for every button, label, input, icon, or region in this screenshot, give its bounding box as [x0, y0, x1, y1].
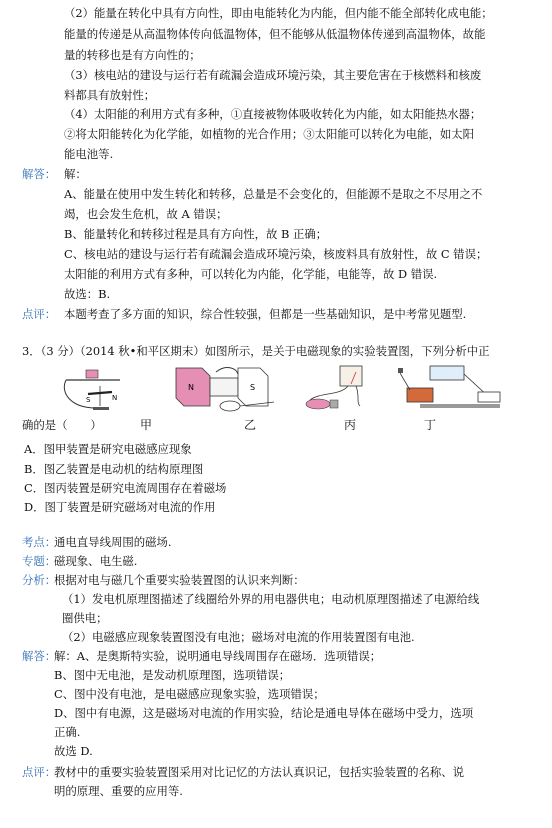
answer-line: 竭，也会发生危机，故 A 错误；: [64, 207, 228, 221]
answer-line: 解：: [64, 167, 87, 181]
fenxi-line: 根据对电与磁几个重要实验装置图的认识来判断：: [54, 573, 305, 587]
analysis-line: （3）核电站的建设与运行若有疏漏会造成环境污染，其主要危害在于核燃料和核废: [64, 68, 482, 82]
comment-label: 点评：: [22, 307, 57, 321]
analysis-line: 料都具有放射性；: [64, 88, 156, 102]
figure-label-yi: 乙: [244, 418, 257, 432]
analysis-line: 能量的传递是从高温物体传向低温物体，但不能够从低温物体传递到高温物体，故能: [64, 27, 486, 41]
fenxi-line: （1）发电机原理图描述了线圈给外界的用电器供电；电动机原理图描述了电源给线: [62, 592, 480, 606]
jieda-line: B、图中无电池，是发动机原理图，选项错误；: [54, 668, 291, 682]
jia-magnet-s: S: [86, 396, 91, 404]
figure-yi-generator: [176, 368, 274, 411]
answer-line: C、核电站的建设与运行若有疏漏会造成环境污染，核废料具有放射性，故 C 错误；: [64, 247, 488, 261]
answer-line: 故选：B.: [64, 287, 111, 301]
answer-line: 太阳能的利用方式有多种，可以转化为内能，化学能，电能等，故 D 错误.: [64, 267, 438, 281]
option-c: C．图丙装置是研究电流周围存在着磁场: [24, 481, 227, 495]
option-b: B．图乙装置是电动机的结构原理图: [24, 462, 204, 476]
jieda-line: 故选 D.: [54, 744, 93, 758]
fenxi-line: 圈供电；: [62, 611, 108, 625]
figure-bing-induction: [306, 366, 362, 409]
question-stem-cont: 确的是（ ）: [22, 418, 102, 432]
question-stem: 3．（3 分）（2014 秋•和平区期末）如图所示，是关于电磁现象的实验装置图，下列分析中正: [22, 344, 490, 358]
analysis-line: （4）太阳能的利用方式有多种，①直接被物体吸收转化为内能，如太阳能热水器；: [64, 107, 482, 121]
fenxi-label: 分析：: [22, 573, 57, 587]
yi-magnet-s: S: [250, 383, 256, 392]
answer-line: B、能量转化和转移过程是具有方向性，故 B 正确；: [64, 227, 328, 241]
analysis-line: ②将太阳能转化为化学能，如植物的光合作用；③太阳能可以转化为电能，如太阳: [64, 127, 475, 141]
figure-ding-motor: [398, 366, 500, 408]
jieda-line: C、图中没有电池，是电磁感应现象实验，选项错误；: [54, 687, 325, 701]
kaodian-label: 考点：: [22, 535, 57, 549]
answer-label: 解答：: [22, 167, 57, 181]
fenxi-line: （2）电磁感应现象装置图没有电池；磁场对电流的作用装置图有电池.: [62, 630, 415, 644]
jieda-line: 解：A、是奥斯特实验，说明通电导线周围存在磁场．选项错误；: [54, 649, 382, 663]
kaodian-text: 通电直导线周围的磁场.: [54, 535, 172, 549]
jieda-line: 正确.: [54, 725, 81, 739]
analysis-line: （2）能量在转化中具有方向性，即由电能转化为内能，但内能不能全部转化成电能；: [64, 6, 493, 20]
dianping-label: 点评：: [22, 765, 57, 779]
yi-magnet-n: N: [188, 383, 194, 392]
dianping-line: 教材中的重要实验装置图采用对比记忆的方法认真识记，包括实验装置的名称、说: [54, 765, 465, 779]
figure-label-jia: 甲: [140, 418, 153, 432]
experiment-figures: [60, 362, 530, 414]
comment-text: 本题考查了多方面的知识，综合性较强，但都是一些基础知识，是中考常见题型.: [64, 307, 467, 321]
zhuanti-label: 专题：: [22, 554, 57, 568]
option-a: A．图甲装置是研究电磁感应现象: [24, 442, 192, 456]
figure-jia-oersted: [64, 370, 120, 410]
dianping-line: 明的原理、重要的应用等.: [54, 784, 183, 798]
jieda-label: 解答：: [22, 649, 57, 663]
jia-magnet-n: N: [112, 394, 118, 402]
answer-line: A、能量在使用中发生转化和转移，总量是不会变化的，但能源不是取之不尽用之不: [64, 187, 483, 201]
analysis-line: 量的转移也是有方向性的；: [64, 48, 201, 62]
analysis-line: 能电池等.: [64, 147, 114, 161]
figure-label-ding: 丁: [424, 418, 437, 432]
option-d: D．图丁装置是研究磁场对电流的作用: [24, 500, 216, 514]
figure-label-bing: 丙: [344, 418, 357, 432]
zhuanti-text: 磁现象、电生磁.: [54, 554, 138, 568]
jieda-line: D、图中有电源，这是磁场对电流的作用实验，结论是通电导体在磁场中受力，选项: [54, 706, 474, 720]
